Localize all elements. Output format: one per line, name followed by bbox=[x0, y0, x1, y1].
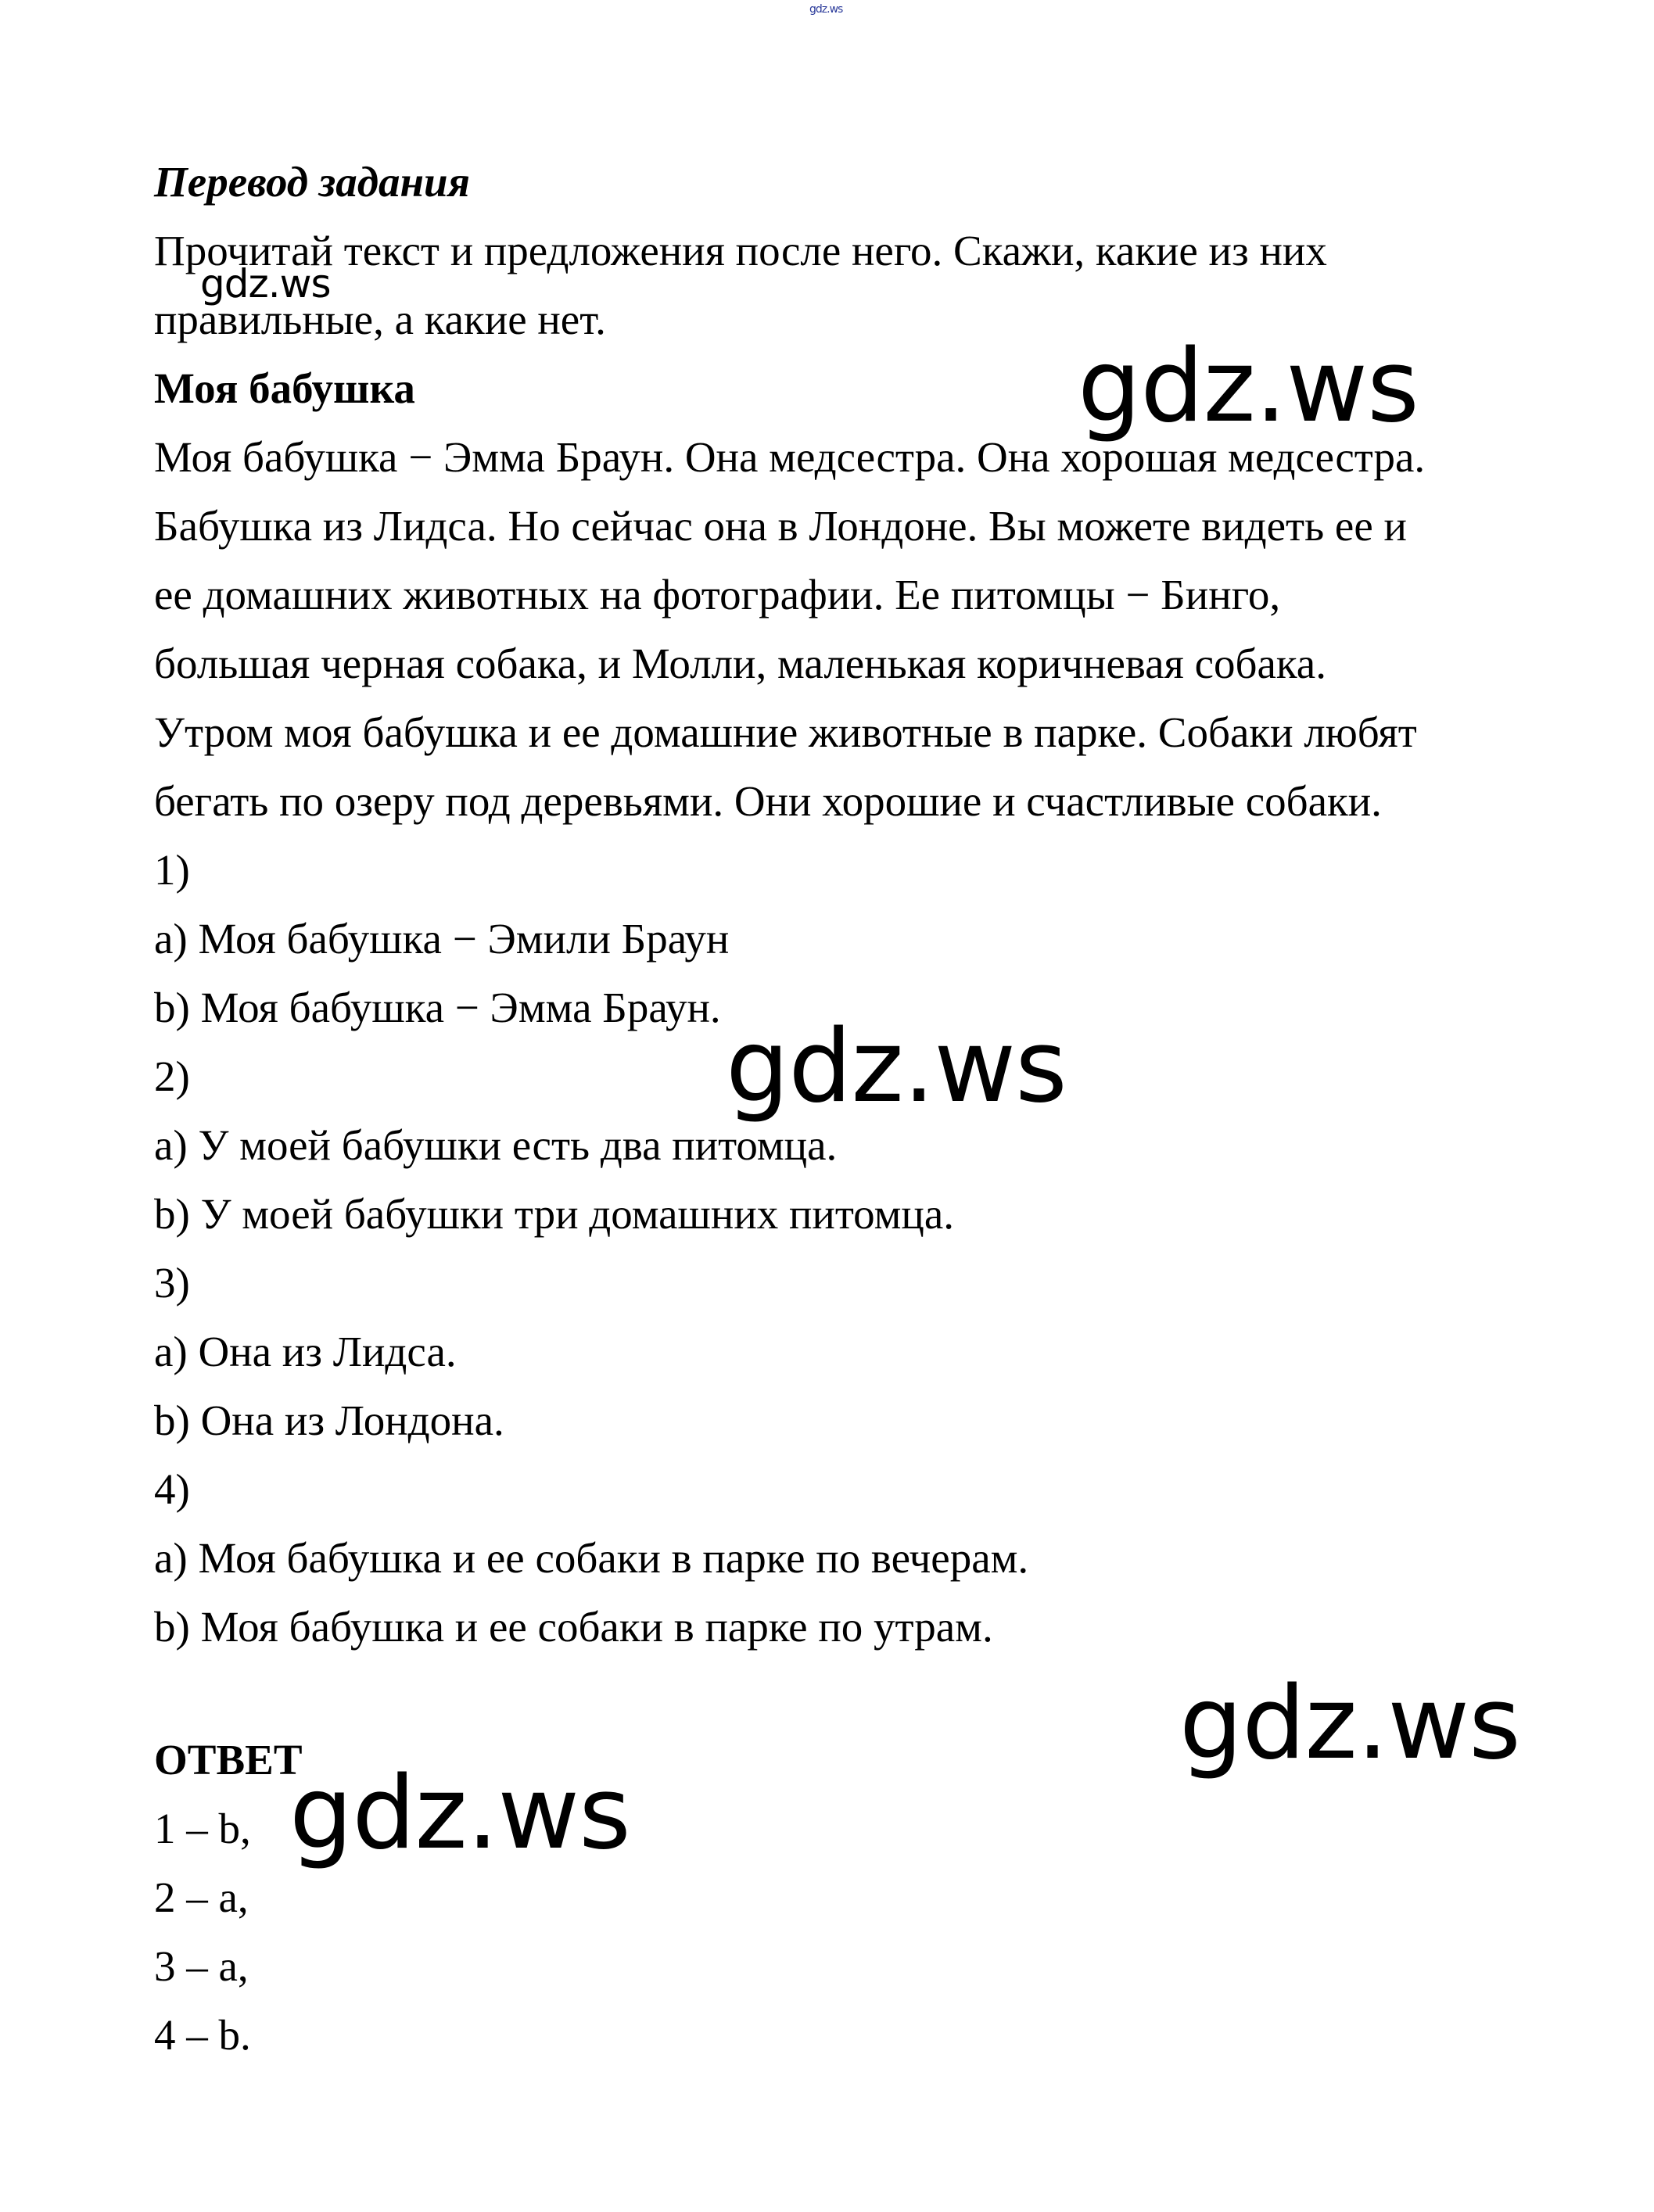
question-2-option-b: b) У моей бабушки три домашних питомца. bbox=[154, 1190, 955, 1238]
answer-1: 1 – b, bbox=[154, 1805, 251, 1852]
story-line-4: большая черная собака, и Молли, маленькая коричневая собака. bbox=[154, 640, 1326, 687]
watermark-large-3: gdz.ws bbox=[1179, 1665, 1520, 1782]
story-line-5: Утром моя бабушка и ее домашние животные в парке. Собаки любят bbox=[154, 708, 1417, 756]
question-3-option-a: a) Она из Лидса. bbox=[154, 1328, 457, 1375]
question-2-option-a: a) У моей бабушки есть два питомца. bbox=[154, 1121, 838, 1169]
question-3-number: 3) bbox=[154, 1259, 190, 1307]
question-1-option-a: a) Моя бабушка − Эмили Браун bbox=[154, 915, 730, 963]
watermark-large-2: gdz.ws bbox=[726, 1009, 1067, 1125]
watermark-top: gdz.ws bbox=[809, 3, 843, 16]
translation-heading: Перевод задания bbox=[154, 158, 470, 206]
story-line-2: Бабушка из Лидса. Но сейчас она в Лондоне. Вы можете видеть ее и bbox=[154, 502, 1407, 550]
question-2-number: 2) bbox=[154, 1052, 190, 1100]
watermark-small: gdz.ws bbox=[200, 261, 331, 307]
question-4-number: 4) bbox=[154, 1465, 190, 1513]
answer-2: 2 – a, bbox=[154, 1873, 249, 1921]
answer-3: 3 – a, bbox=[154, 1942, 249, 1990]
story-line-6: бегать по озеру под деревьями. Они хорошие и счастливые собаки. bbox=[154, 777, 1382, 825]
question-4-option-b: b) Моя бабушка и ее собаки в парке по утрам. bbox=[154, 1603, 993, 1651]
question-3-option-b: b) Она из Лондона. bbox=[154, 1396, 504, 1444]
watermark-large-1: gdz.ws bbox=[1078, 328, 1419, 445]
question-1-number: 1) bbox=[154, 846, 190, 894]
answer-heading: ОТВЕТ bbox=[154, 1736, 303, 1784]
question-1-option-b: b) Моя бабушка − Эмма Браун. bbox=[154, 984, 721, 1031]
instruction-line-1: Прочитай текст и предложения после него. Скажи, какие из них bbox=[154, 227, 1327, 274]
question-4-option-a: a) Моя бабушка и ее собаки в парке по вечерам. bbox=[154, 1534, 1029, 1582]
watermark-large-4: gdz.ws bbox=[289, 1755, 630, 1872]
story-line-1: Моя бабушка − Эмма Браун. Она медсестра. Она хорошая медсестра. bbox=[154, 433, 1426, 481]
story-line-3: ее домашних животных на фотографии. Ее питомцы − Бинго, bbox=[154, 571, 1281, 618]
story-title: Моя бабушка bbox=[154, 364, 415, 412]
answer-4: 4 – b. bbox=[154, 2011, 251, 2059]
instruction-line-2: правильные, а какие нет. bbox=[154, 296, 606, 343]
